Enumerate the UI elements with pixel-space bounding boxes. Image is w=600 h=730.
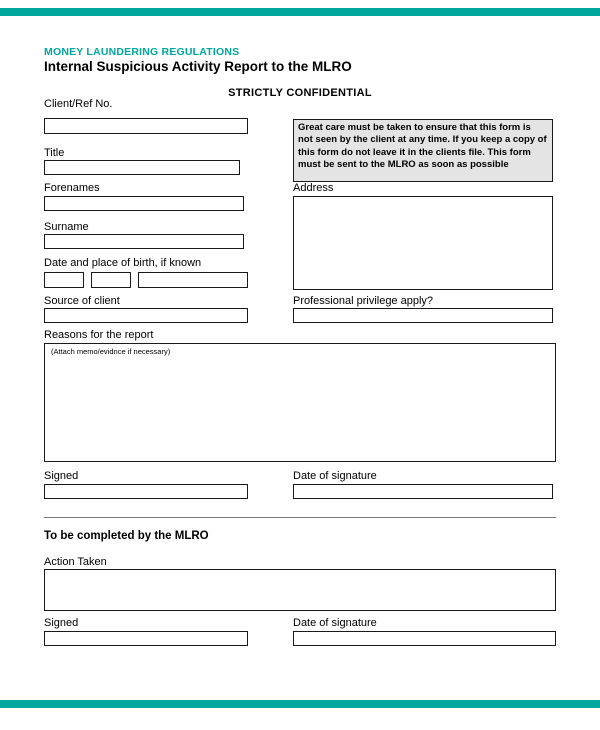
client-ref-field[interactable] bbox=[44, 118, 248, 134]
top-accent-bar bbox=[0, 8, 600, 16]
client-ref-label: Client/Ref No. bbox=[44, 98, 113, 110]
dob-day-field[interactable] bbox=[44, 272, 84, 288]
address-label: Address bbox=[293, 182, 334, 194]
signed-label: Signed bbox=[44, 470, 79, 482]
reasons-field[interactable] bbox=[44, 343, 556, 462]
reasons-hint: (Attach memo/evidnce if necessary) bbox=[51, 347, 171, 356]
mlro-signed-label: Signed bbox=[44, 617, 79, 629]
confidential-heading: STRICTLY CONFIDENTIAL bbox=[228, 87, 372, 99]
dob-month-field[interactable] bbox=[91, 272, 131, 288]
surname-field[interactable] bbox=[44, 234, 244, 249]
dob-place-field[interactable] bbox=[138, 272, 248, 288]
reasons-label: Reasons for the report bbox=[44, 329, 154, 341]
date-of-signature-label: Date of signature bbox=[293, 470, 377, 482]
bottom-accent-bar bbox=[0, 700, 600, 708]
source-of-client-field[interactable] bbox=[44, 308, 248, 323]
date-of-signature-field[interactable] bbox=[293, 484, 553, 499]
confidentiality-notice: Great care must be taken to ensure that this form is not seen by the client at any time. If you keep a copy of this form do not leave it in the clients file. This form must be sent to the MLRO as soon as possible bbox=[293, 119, 553, 182]
forenames-label: Forenames bbox=[44, 182, 100, 194]
page-title: Internal Suspicious Activity Report to the MLRO bbox=[44, 59, 352, 74]
title-field[interactable] bbox=[44, 160, 240, 175]
signed-field[interactable] bbox=[44, 484, 248, 499]
mlro-signed-field[interactable] bbox=[44, 631, 248, 646]
source-of-client-label: Source of client bbox=[44, 295, 120, 307]
surname-label: Surname bbox=[44, 221, 89, 233]
privilege-label: Professional privilege apply? bbox=[293, 295, 434, 307]
regulations-heading: MONEY LAUNDERING REGULATIONS bbox=[44, 46, 240, 58]
dob-label: Date and place of birth, if known bbox=[44, 257, 202, 269]
mlro-date-of-signature-label: Date of signature bbox=[293, 617, 377, 629]
section-divider bbox=[44, 517, 556, 518]
action-taken-field[interactable] bbox=[44, 569, 556, 611]
address-field[interactable] bbox=[293, 196, 553, 290]
forenames-field[interactable] bbox=[44, 196, 244, 211]
privilege-field[interactable] bbox=[293, 308, 553, 323]
mlro-date-of-signature-field[interactable] bbox=[293, 631, 556, 646]
action-taken-label: Action Taken bbox=[44, 556, 107, 568]
mlro-section-title: To be completed by the MLRO bbox=[44, 530, 209, 542]
title-label: Title bbox=[44, 147, 65, 159]
